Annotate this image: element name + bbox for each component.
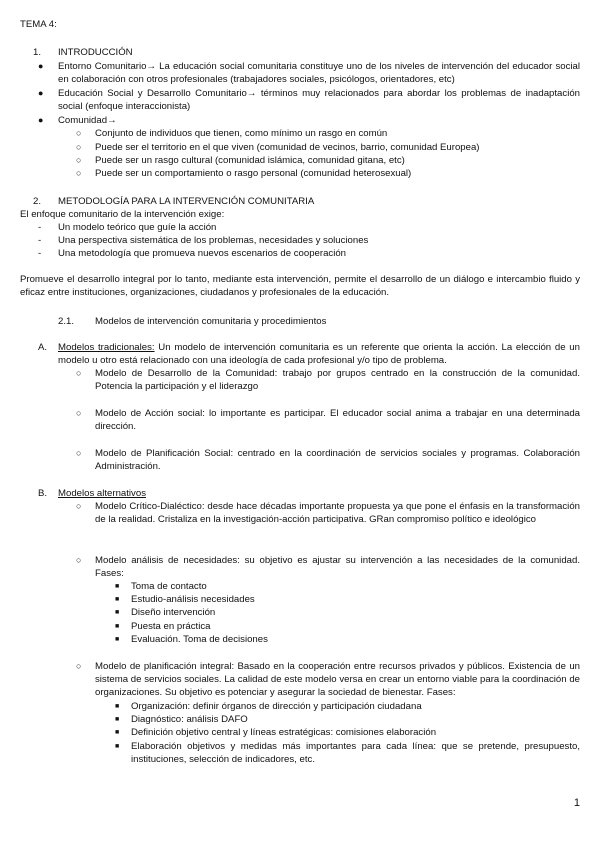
bullet-icon: ● <box>38 115 44 125</box>
model-item: Modelo de Planificación Social: centrado en la coordinación de servicios sociales y programas. Colaboración Administración. <box>95 448 580 472</box>
section-a-paragraph <box>58 341 580 367</box>
s2-intro: El enfoque comunitario de la intervención exige: <box>20 209 225 220</box>
circle-bullet-icon: ○ <box>76 128 82 138</box>
tema-heading: TEMA 4: <box>20 19 57 30</box>
circle-bullet-icon: ○ <box>76 408 82 418</box>
section-2-title: METODOLOGÍA PARA LA INTERVENCIÓN COMUNITARIA <box>58 196 315 207</box>
square-bullet-icon: ■ <box>115 609 120 616</box>
circle-bullet-icon: ○ <box>76 155 82 165</box>
square-bullet-icon: ■ <box>115 623 120 630</box>
circle-bullet-icon: ○ <box>76 555 82 565</box>
dash-icon: - <box>38 235 42 246</box>
comunidad-sub-item: Puede ser un comportamiento o rasgo personal (comunidad heterosexual) <box>95 168 412 179</box>
phase-item: Estudio-análisis necesidades <box>131 594 255 605</box>
circle-bullet-icon: ○ <box>76 368 82 378</box>
section-a-label: Modelos tradicionales: <box>58 342 155 353</box>
section-1-number: 1. <box>33 47 42 58</box>
phase-item: Definición objetivo central y líneas estratégicas: comisiones elaboración <box>131 727 437 738</box>
bullet-icon: ● <box>38 88 44 98</box>
dash-icon: - <box>38 222 42 233</box>
square-bullet-icon: ■ <box>115 729 120 736</box>
s2-dash-item: Un modelo teórico que guíe la acción <box>58 222 217 233</box>
dash-icon: - <box>38 248 42 259</box>
phase-item: Organización: definir órganos de dirección y participación ciudadana <box>131 701 422 712</box>
s1-bullet-educacion: Educación Social y Desarrollo Comunitario→ términos muy relacionados para abordar los problemas de inadaptación social (enfoque interaccionista) <box>58 88 580 112</box>
circle-bullet-icon: ○ <box>76 448 82 458</box>
circle-bullet-icon: ○ <box>76 661 82 671</box>
model-item: Modelo análisis de necesidades: su objetivo es ajustar su intervención a las necesidades de la comunidad. Fases: <box>95 555 580 579</box>
section-2-number: 2. <box>33 196 42 207</box>
square-bullet-icon: ■ <box>115 583 120 590</box>
phase-item: Puesta en práctica <box>131 621 211 632</box>
s1-bullet-comunidad: Comunidad→ <box>58 115 117 126</box>
comunidad-sub-item: Conjunto de individuos que tienen, como mínimo un rasgo en común <box>95 128 388 139</box>
section-1-title: INTRODUCCIÓN <box>58 47 133 58</box>
square-bullet-icon: ■ <box>115 716 120 723</box>
subsection-2-1-title: Modelos de intervención comunitaria y procedimientos <box>95 316 327 327</box>
section-b-label: Modelos alternativos <box>58 488 146 499</box>
square-bullet-icon: ■ <box>115 596 120 603</box>
phase-item: Diseño intervención <box>131 607 216 618</box>
circle-bullet-icon: ○ <box>76 501 82 511</box>
comunidad-sub-item: Puede ser un rasgo cultural (comunidad islámica, comunidad gitana, etc) <box>95 155 405 166</box>
s2-dash-item: Una metodología que promueva nuevos escenarios de cooperación <box>58 248 346 259</box>
model-item: Modelo de Desarrollo de la Comunidad: trabajo por grupos centrado en la construcción de la comunidad. Potencia la participación y el liderazgo <box>95 368 580 392</box>
s2-paragraph: Promueve el desarrollo integral por lo tanto, mediante esta intervención, permite el desarrollo de un diálogo e intercambio fluido y eficaz entre instituciones, organizaciones, ciudadanos y profesionales de la educación. <box>20 274 580 298</box>
subsection-2-1-number: 2.1. <box>58 316 75 327</box>
section-a-letter: A. <box>38 342 48 353</box>
s1-bullet-entorno: Entorno Comunitario→ La educación social comunitaria constituye uno de los niveles de intervención del educador social en colaboración con otros profesionales (trabajadores sociales, psicólogos, orientadores, etc) <box>58 61 580 85</box>
circle-bullet-icon: ○ <box>76 168 82 178</box>
square-bullet-icon: ■ <box>115 743 120 750</box>
phase-item: Elaboración objetivos y medidas más importantes para cada línea: que se pretende, presupuesto, instituciones, selección de indicadores, etc. <box>131 741 580 765</box>
page-number: 1 <box>573 797 580 809</box>
model-item: Modelo de Acción social: lo importante es participar. El educador social anima a trabajar en una determinada dirección. <box>95 408 580 432</box>
section-b-letter: B. <box>38 488 48 499</box>
square-bullet-icon: ■ <box>115 703 120 710</box>
phase-item: Diagnóstico: análisis DAFO <box>131 714 248 725</box>
model-item: Modelo Crítico-Dialéctico: desde hace décadas importante propuesta ya que pone el énfasis en la transformación de la realidad. Cristaliza en la investigación-acción participativa. GRan compromiso político e ideológico <box>95 501 580 525</box>
s2-dash-item: Una perspectiva sistemática de los problemas, necesidades y soluciones <box>58 235 369 246</box>
bullet-icon: ● <box>38 61 44 71</box>
circle-bullet-icon: ○ <box>76 142 82 152</box>
model-item: Modelo de planificación integral: Basado en la cooperación entre recursos privados y públicos. Existencia de un sistema de servicios sociales. La calidad de este modelo versa en crear un entorno viable para la coordinación de organizaciones. Su objetivo es potenciar y asegurar la sociedad de bienestar. Fases: <box>95 661 580 698</box>
square-bullet-icon: ■ <box>115 636 120 643</box>
phase-item: Evaluación. Toma de decisiones <box>131 634 268 645</box>
phase-item: Toma de contacto <box>131 581 207 592</box>
section-a-text: Un modelo de intervención comunitaria es un referente que orienta la acción. La elección de un modelo u otro está relacionado con una ideología de cada profesional y/o tipo de problema. <box>58 342 580 366</box>
comunidad-sub-item: Puede ser el territorio en el que viven (comunidad de vecinos, barrio, comunidad Europea) <box>95 142 480 153</box>
